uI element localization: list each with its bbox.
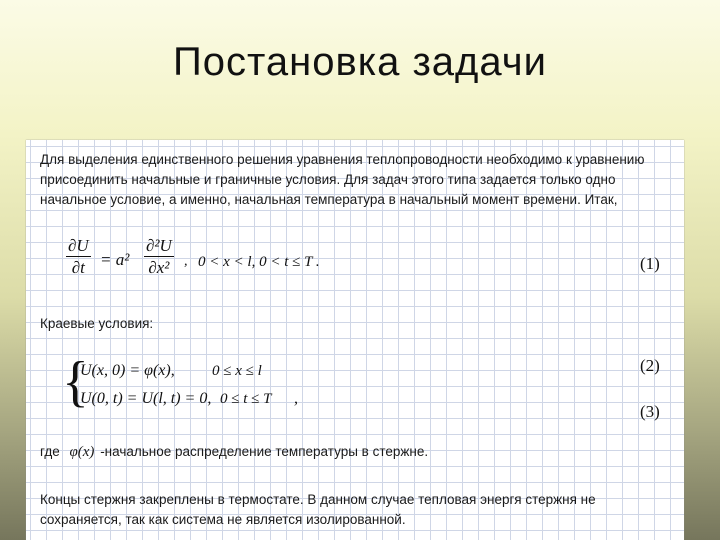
equation-number-3: (3) [640,402,660,421]
initial-condition-range: 0 ≤ x ≤ l [212,363,262,379]
boundary-system [62,351,342,418]
system-trailing-comma: , [294,390,298,407]
document-sheet [26,140,684,540]
equation-number-1: (1) [640,254,660,273]
lhs-numerator: ∂U [68,236,89,255]
intro-paragraph: Для выделения единственного решения уравнения теплопроводности необходимо к уравнению присоединить начальные и граничные условия. Для задач этого типа задается только одно начальное условие, а именно, начальная температура в начальный момент времени. Итак, [40,152,645,207]
boundary-condition-range: 0 ≤ t ≤ T [220,391,272,407]
slide-title: Постановка задачи [173,40,547,84]
equation-lhs-fraction [66,236,91,279]
boundary-condition: U(0, t) = U(l, t) = 0, [80,390,212,407]
where-line [40,444,428,461]
lhs-denominator: ∂t [71,258,85,277]
heat-equation [66,236,326,286]
system-brace: { [62,351,89,413]
equation-domain: 0 < x < l, 0 < t ≤ T . [198,254,320,270]
equation-comma: , [184,254,188,269]
initial-condition: U(x, 0) = φ(x), [80,362,175,379]
rhs-numerator: ∂²U [146,236,172,255]
closing-paragraph: Концы стержня закреплены в термостате. В данном случае тепловая энергя стержня не сохраняется, так как система не является изолированной. [40,492,596,527]
where-prefix: где [40,444,60,459]
equation-rhs-fraction [144,236,174,279]
rhs-denominator: ∂x² [148,258,170,277]
phi-symbol: φ(x) [69,444,95,460]
equals-a-squared: = a² [100,250,130,269]
where-description: -начальное распределение температуры в стержне. [100,444,429,459]
boundary-label: Краевые условия: [40,316,154,331]
equation-number-2: (2) [640,356,660,375]
